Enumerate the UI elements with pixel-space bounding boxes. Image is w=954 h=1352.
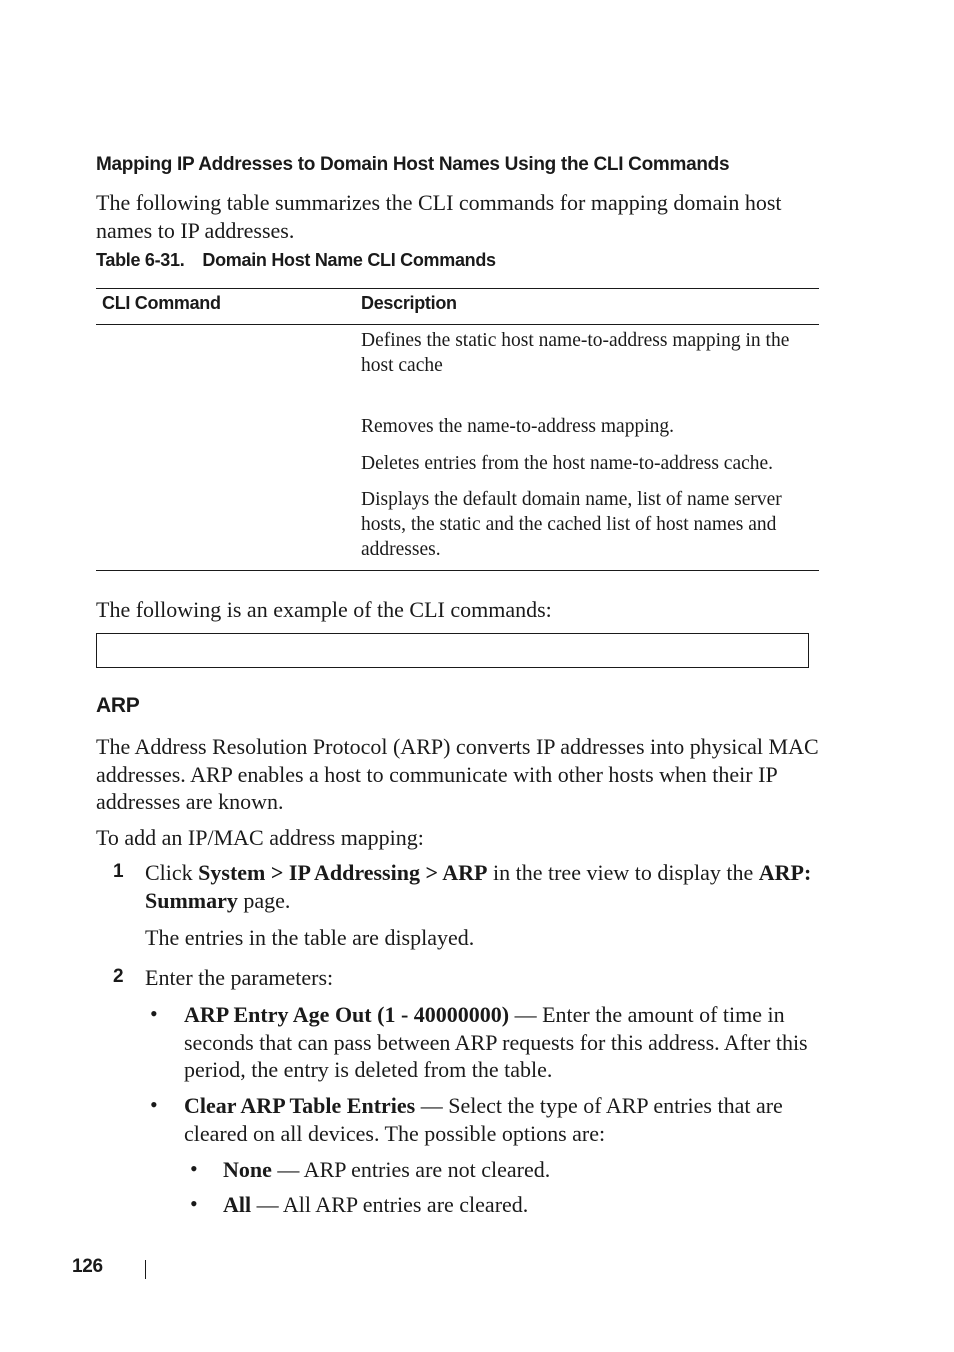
- bullet-icon: •: [190, 1156, 198, 1181]
- list-item: [184, 1092, 824, 1147]
- step-text: [145, 859, 835, 914]
- table-top-rule: [96, 288, 819, 289]
- example-lead: The following is an example of the CLI commands:: [96, 597, 552, 622]
- table-cell-description: Displays the default domain name, list of name server hosts, the static and the cached list of host names and addresses.: [361, 489, 782, 560]
- step-text-part: in the tree view to display the: [487, 860, 759, 885]
- option-description: — All ARP entries are cleared.: [251, 1192, 529, 1217]
- bullet-icon: •: [150, 1092, 158, 1117]
- table-cell-description: Removes the name-to-address mapping.: [361, 416, 674, 437]
- option-name: All: [223, 1192, 252, 1217]
- page-number: 126: [72, 1256, 103, 1277]
- table-bottom-rule: [96, 570, 819, 571]
- menu-path: System > IP Addressing > ARP: [198, 860, 488, 885]
- list-item: [223, 1191, 528, 1219]
- arp-heading: ARP: [96, 694, 140, 717]
- table-caption-title: Domain Host Name CLI Commands: [202, 250, 496, 270]
- option-description: — ARP entries are not cleared.: [271, 1157, 551, 1182]
- field-name: Clear ARP Table Entries: [184, 1093, 416, 1118]
- arp-paragraph: The Address Resolution Protocol (ARP) converts IP addresses into physical MAC addresses. ARP enables a host to communicate with other hosts when their IP addresses are known.: [96, 734, 819, 814]
- table-header-rule: [96, 324, 819, 325]
- bullet-icon: •: [190, 1191, 198, 1216]
- table-header-command: CLI Command: [102, 293, 221, 313]
- list-item: [184, 1001, 824, 1084]
- intro-paragraph: The following table summarizes the CLI commands for mapping domain host names to IP addresses.: [96, 190, 782, 243]
- step-text-part: page.: [237, 887, 291, 913]
- bullet-icon: •: [150, 1001, 158, 1026]
- procedure-intro: To add an IP/MAC address mapping:: [96, 825, 424, 850]
- step-result: The entries in the table are displayed.: [145, 925, 475, 950]
- step-text: Enter the parameters:: [145, 965, 334, 990]
- field-description: — Enter the amount of time in seconds that can pass between ARP requests for this address. After this period, the entry is deleted from the table.: [184, 1002, 808, 1082]
- table-header-description: Description: [361, 293, 457, 313]
- section-heading: Mapping IP Addresses to Domain Host Names Using the CLI Commands: [96, 154, 730, 175]
- table-caption-number: Table 6-31.: [96, 250, 185, 270]
- step-number: 2: [113, 966, 124, 987]
- step-number: 1: [113, 861, 124, 882]
- option-name: None: [223, 1157, 272, 1182]
- page-name: ARP: Summary: [145, 860, 812, 913]
- step-text-part: Click: [145, 860, 199, 885]
- table-cell-description: Defines the static host name-to-address mapping in the host cache: [361, 330, 790, 376]
- list-item: [223, 1156, 550, 1184]
- code-example-box: [96, 633, 809, 668]
- footer-divider: [145, 1260, 146, 1279]
- table-cell-description: Deletes entries from the host name-to-address cache.: [361, 453, 774, 474]
- field-name: ARP Entry Age Out (1 - 40000000): [184, 1002, 510, 1027]
- field-description: — Select the type of ARP entries that are cleared on all devices. The possible options are:: [184, 1093, 783, 1146]
- table-caption: [96, 250, 496, 271]
